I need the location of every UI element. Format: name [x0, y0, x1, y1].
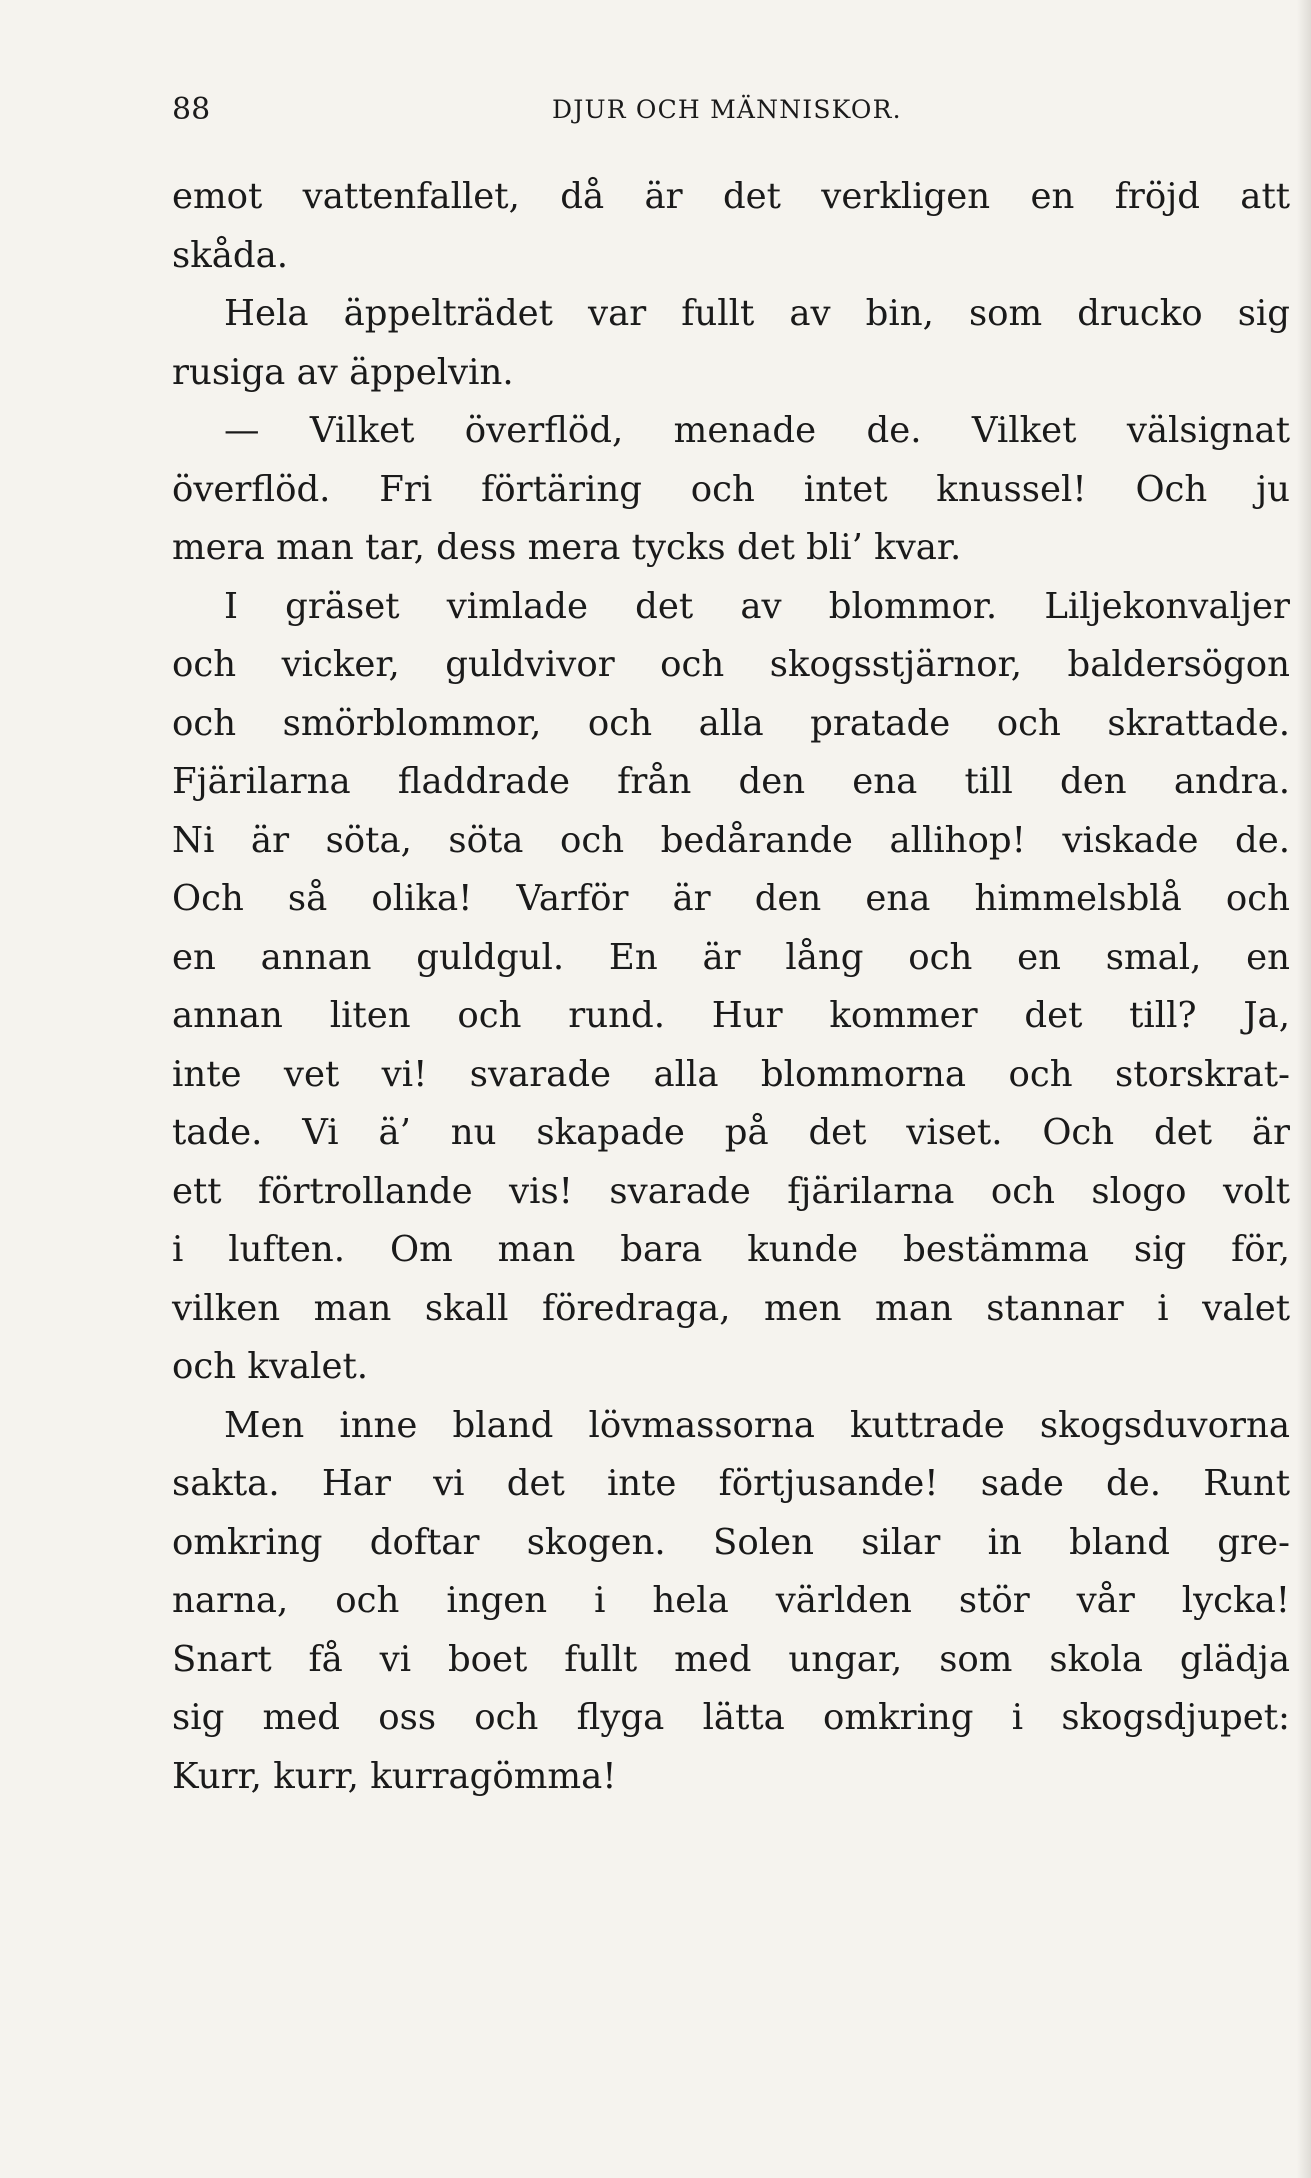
text-line: Men inne bland lövmassorna kuttrade skogsduvorna	[224, 1404, 1290, 1446]
text-line: sakta. Har vi det inte förtjusande! sade de. Runt	[172, 1463, 1290, 1504]
text-line: i luften. Om man bara kunde bestämma sig för,	[172, 1229, 1290, 1270]
text-line: överflöd. Fri förtäring och intet knussel! Och ju	[172, 468, 1290, 510]
text-line: ett förtrollande vis! svarade fjärilarna och slogo volt	[172, 1170, 1290, 1212]
text-line: tade. Vi ä’ nu skapade på det viset. Och det är	[172, 1112, 1290, 1153]
spine-shadow	[1297, 0, 1311, 2178]
running-head: DJUR OCH MÄNNISKOR.	[552, 95, 902, 124]
text-line: narna, och ingen i hela världen stör vår lycka!	[172, 1580, 1290, 1621]
text-line: annan liten och rund. Hur kommer det till? Ja,	[172, 995, 1290, 1036]
text-line: Och så olika! Varför är den ena himmelsblå och	[172, 878, 1290, 919]
text-line: Fjärilarna fladdrade från den ena till den andra.	[172, 761, 1290, 802]
text-line: omkring doftar skogen. Solen silar in bland gre-	[172, 1521, 1290, 1563]
page-header	[172, 90, 1290, 130]
page-number: 88	[172, 92, 211, 127]
text-line: vilken man skall föredraga, men man stannar i valet	[172, 1287, 1290, 1329]
text-line: Hela äppelträdet var fullt av bin, som drucko sig	[224, 293, 1290, 334]
text-line: Kurr, kurr, kurragömma!	[172, 1755, 617, 1797]
text-line: rusiga av äppelvin.	[172, 351, 514, 393]
text-line: inte vet vi! svarade alla blommorna och storskrat-	[172, 1053, 1290, 1095]
text-line: sig med oss och flyga lätta omkring i skogsdjupet:	[172, 1697, 1290, 1738]
text-line: Ni är söta, söta och bedårande allihop! viskade de.	[172, 819, 1290, 861]
text-line: och smörblommor, och alla pratade och skrattade.	[172, 702, 1290, 744]
text-line: mera man tar, dess mera tycks det bli’ kvar.	[172, 527, 962, 568]
text-line: och vicker, guldvivor och skogsstjärnor, baldersögon	[172, 644, 1290, 685]
text-line: och kvalet.	[172, 1346, 369, 1387]
text-line: en annan guldgul. En är lång och en smal, en	[172, 936, 1290, 978]
text-line: I gräset vimlade det av blommor. Liljekonvaljer	[224, 585, 1290, 627]
text-line: skåda.	[172, 234, 289, 276]
body-text	[172, 168, 1290, 1806]
text-line: emot vattenfallet, då är det verkligen en fröjd att	[172, 176, 1290, 217]
text-line: — Vilket överflöd, menade de. Vilket välsignat	[224, 410, 1290, 451]
text-line: Snart få vi boet fullt med ungar, som skola glädja	[172, 1638, 1290, 1680]
